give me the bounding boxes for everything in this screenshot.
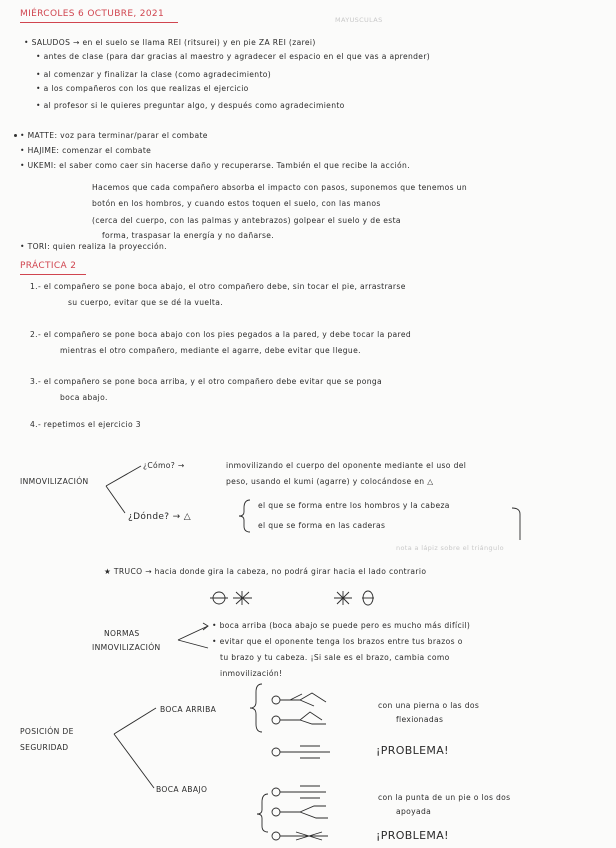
faint-note: nota a lápiz sobre el triángulo (396, 544, 504, 552)
arriba-note: con una pierna o las dos (378, 701, 480, 710)
term-matte: • MATTE: voz para terminar/parar el combate (20, 131, 208, 140)
saludos-line: • SALUDOS → en el suelo se llama REI (ritsurei) y en pie ZA REI (zarei) (24, 38, 316, 47)
problema-label: ¡PROBLEMA! (376, 744, 449, 757)
arrow-line (114, 734, 154, 788)
brace (239, 500, 250, 532)
faint-header: MAYUSCULAS (335, 16, 383, 24)
saludos-item: • al profesor si le quieres preguntar algo, y después como agradecimiento (36, 101, 345, 110)
practica-title: PRÁCTICA 2 (20, 261, 77, 271)
normas-label: INMOVILIZACIÓN (92, 643, 161, 652)
arrow-line (178, 626, 208, 640)
inmov-label: INMOVILIZACIÓN (20, 477, 89, 486)
donde-answer: el que se forma entre los hombros y la cabeza (258, 501, 450, 510)
brace (250, 684, 262, 732)
ukemi-line: Hacemos que cada compañero absorba el impacto con pasos, suponemos que tenemos un (92, 183, 468, 192)
term-ukemi: • UKEMI: el saber como caer sin hacerse daño y recuperarse. También el que recibe la acción. (20, 161, 410, 170)
step-line: 3.- el compañero se pone boca arriba, y el otro compañero debe evitar que se ponga (30, 377, 383, 386)
step-line: su cuerpo, evitar que se dé la vuelta. (68, 298, 223, 307)
arrow-line (178, 640, 208, 648)
posicion-label: SEGURIDAD (20, 743, 69, 752)
donde-answer: el que se forma en las caderas (258, 521, 386, 530)
step-line: mientras el otro compañero, mediante el agarre, debe evitar que llegue. (60, 346, 361, 355)
body-figure-abajo (272, 832, 328, 840)
como-answer: inmovilizando el cuerpo del oponente mediante el uso del (226, 461, 467, 470)
donde-question: ¿Dónde? → △ (128, 512, 191, 522)
date-heading: MIÉRCOLES 6 OCTUBRE, 2021 (20, 9, 165, 19)
ukemi-line: botón en los hombros, y cuando estos toquen el suelo, con las manos (92, 199, 381, 208)
normas-item: • boca arriba (boca abajo se puede pero es mucho más difícil) (212, 621, 471, 630)
body-figure-abajo (272, 786, 326, 798)
como-answer: peso, usando el kumi (agarre) y colocándose en △ (226, 477, 434, 486)
saludos-item: • antes de clase (para dar gracias al maestro y agradecer el espacio en el que vas a aprender) (36, 52, 431, 61)
step-line: boca abajo. (60, 393, 108, 402)
abajo-note: apoyada (396, 807, 432, 816)
boca-abajo-label: BOCA ABAJO (156, 785, 208, 794)
arriba-note: flexionadas (396, 715, 444, 724)
boca-arriba-label: BOCA ARRIBA (160, 705, 217, 714)
problema-label: ¡PROBLEMA! (376, 829, 449, 842)
normas-item: tu brazo y tu cabeza. ¡Si sale es el brazo, cambia como (220, 653, 450, 662)
normas-label: NORMAS (104, 629, 140, 638)
step-line: 1.- el compañero se pone boca abajo, el otro compañero debe, sin tocar el pie, arrastrarse (30, 282, 406, 291)
saludos-item: • a los compañeros con los que realizas el ejercicio (36, 84, 249, 93)
term-hajime: • HAJIME: comenzar el combate (20, 146, 152, 155)
arrow-line (106, 466, 141, 486)
ukemi-line: forma, traspasar la energía y no dañarse. (102, 231, 275, 240)
head-figure-left (210, 591, 252, 605)
bullet-dot (14, 134, 17, 137)
term-tori: • TORI: quien realiza la proyección. (20, 242, 167, 251)
step-line: 4.- repetimos el ejercicio 3 (30, 420, 141, 429)
saludos-item: • al comenzar y finalizar la clase (como agradecimiento) (36, 70, 272, 79)
body-figure-arriba (272, 693, 326, 706)
head-figure-right (334, 591, 374, 605)
arrow-head (203, 623, 208, 630)
bracket (512, 508, 520, 540)
como-question: ¿Cómo? → (143, 461, 185, 470)
body-figure-arriba (272, 746, 330, 758)
brace (257, 794, 268, 832)
arrow-line (106, 486, 125, 513)
ukemi-line: (cerca del cuerpo, con las palmas y antebrazos) golpear el suelo y de esta (92, 216, 401, 225)
posicion-label: POSICIÓN DE (20, 727, 74, 736)
body-figure-arriba (272, 712, 326, 724)
arrow-line (114, 708, 156, 734)
normas-item: inmovilización! (220, 669, 283, 678)
truco-line: ★ TRUCO → hacia donde gira la cabeza, no podrá girar hacia el lado contrario (104, 567, 427, 576)
body-figure-abajo (272, 806, 328, 818)
normas-item: • evitar que el oponente tenga los brazos entre tus brazos o (212, 637, 463, 646)
abajo-note: con la punta de un pie o los dos (378, 793, 511, 802)
step-line: 2.- el compañero se pone boca abajo con los pies pegados a la pared, y debe tocar la pared (30, 330, 412, 339)
